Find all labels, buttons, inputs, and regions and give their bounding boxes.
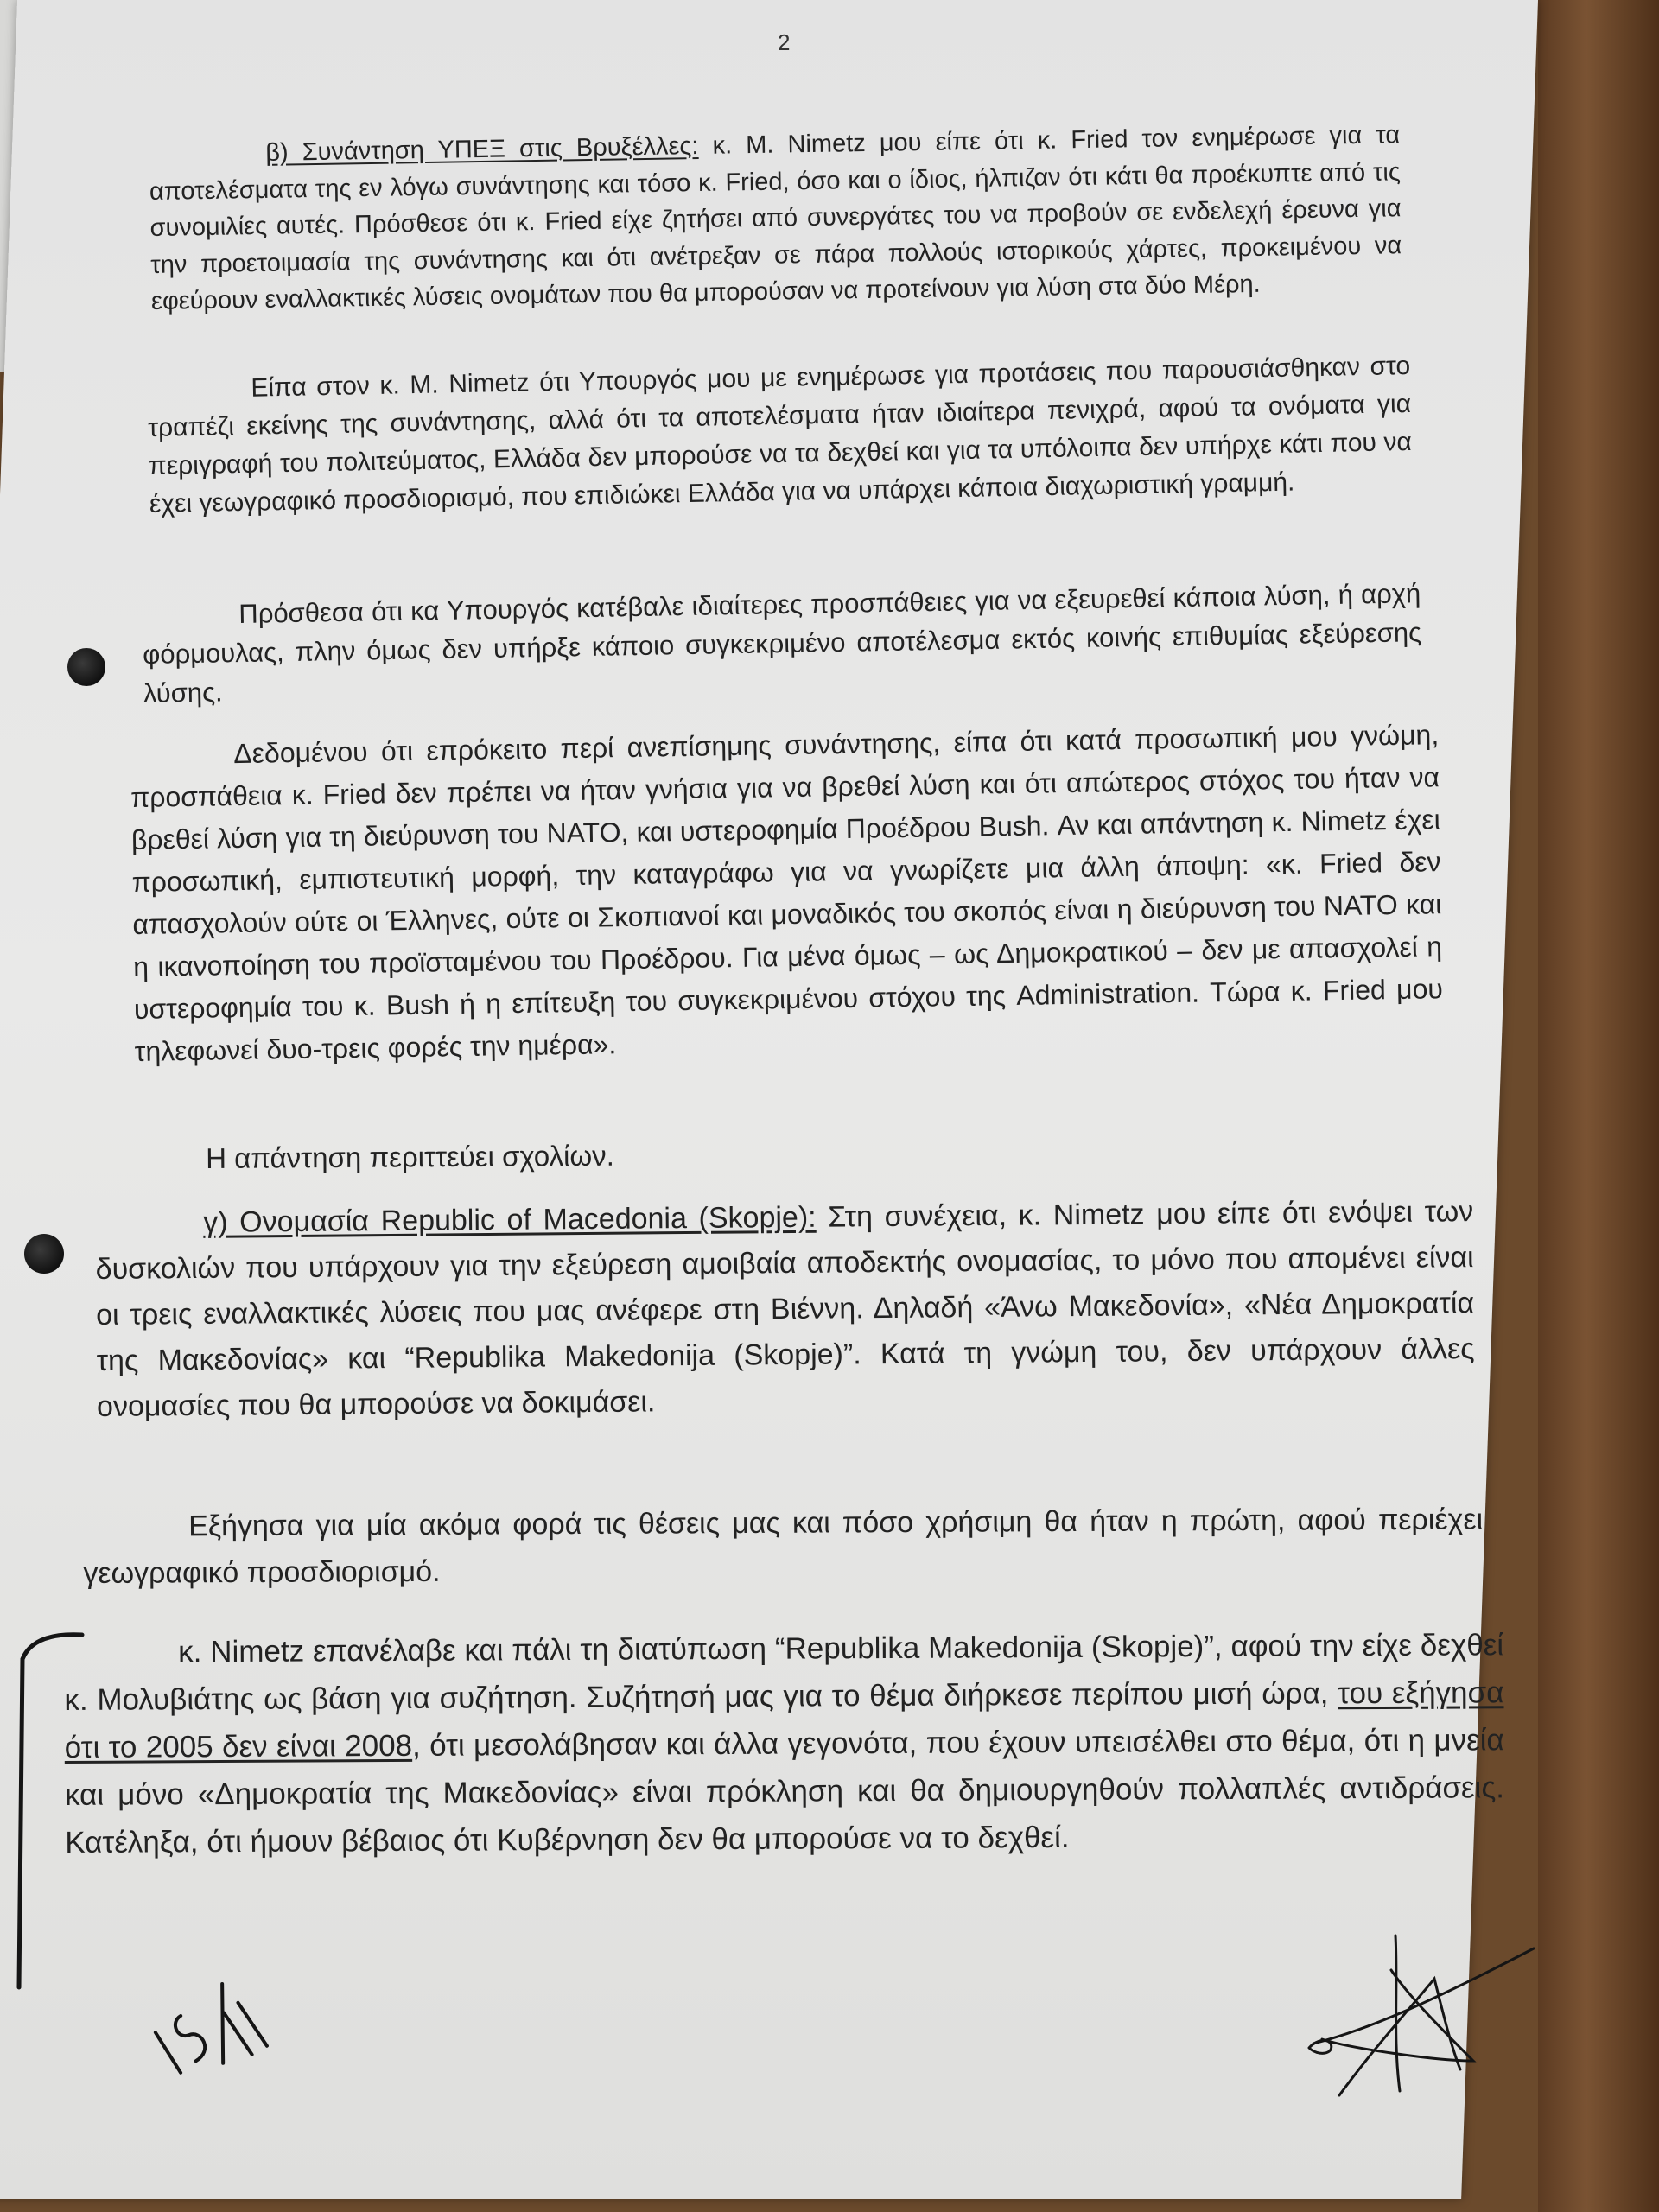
paragraph-minister-briefing <box>147 347 1413 524</box>
paragraph-efforts <box>142 574 1422 713</box>
handwritten-date-note <box>147 1970 276 2100</box>
paragraph-text: Πρόσθεσα ότι κα Υπουργός κατέβαλε ιδιαίτερες προσπάθειες για να εξευρεθεί κάποια λύση, ή αρχή φόρμουλας, πλην όμως δεν υπήρξε κάποιο συγκεκριμένο αποτέλεσμα εκτός κοινής επιθυμίας εξεύρεσης λύσης. <box>142 578 1422 709</box>
paragraph-no-comment: Η απάντηση περιττεύει σχολίων. <box>206 1139 614 1174</box>
handwritten-signature <box>1296 1918 1555 2108</box>
paragraph-meeting-brussels <box>149 117 1402 320</box>
paragraph-fried-opinion <box>130 714 1444 1073</box>
paragraph-text: Εξήγησα για μία ακόμα φορά τις θέσεις μας και πόσο χρήσιμη θα ήταν η πρώτη, αφού περιέχει γεωγραφικό προσδιορισμό. <box>83 1503 1484 1590</box>
punch-hole-bottom <box>24 1234 64 1274</box>
paragraph-text: Δεδομένου ότι επρόκειτο περί ανεπίσημης συνάντησης, είπα ότι κατά προσωπική μου γνώμη, προσπάθεια κ. Fried δεν πρέπει να ήταν γνήσια για να βρεθεί λύση και ότι απώτερος στόχος του ήταν να βρεθεί λύση για τη διεύρυνση του ΝΑΤΟ, και υστεροφημία Προέδρου Bush. Αν και απάντηση κ. Nimetz έχει προσωπική, εμπιστευτική μορφή, την καταγράφω για να γνωρίζετε μια άλλη άποψη: «κ. Fried δεν απασχολούν ούτε οι Έλληνες, ούτε οι Σκοπιανοί και μοναδικός του σκοπός είναι η διεύρυνση του ΝΑΤΟ και η ικανοποίηση του προϊσταμένου του Προέδρου. Για μένα όμως – ως Δημοκρατικού – δεν με απασχολεί η υστεροφημία του κ. Bush ή η επίτευξη του συγκεκριμένου στόχου της Administration. Τώρα κ. Fried μου τηλεφωνεί δυο-τρεις φορές την ημέρα». <box>130 719 1444 1067</box>
margin-bracket-mark <box>0 1624 95 2005</box>
paragraph-text: , ότι μεσολάβησαν και άλλα γεγονότα, που έχουν υπεισέλθει στο θέμα, ότι η μνεία και μόνο «Δημοκρατία της Μακεδονίας» είναι πρόκληση και θα δημιουργηθούν πολλαπλές αντιδράσεις. Κατέληξα, ότι ήμουν βέβαιος ότι Κυβέρνηση δεν θα μπορούσε να το δεχθεί. <box>64 1723 1505 1859</box>
paragraph-text: Είπα στον κ. Μ. Nimetz ότι Υπουργός μου με ενημέρωσε για προτάσεις που παρουσιάσθηκαν στο τραπέζι εκείνης της συνάντησης, αλλά ότι τα αποτελέσματα ήταν ιδιαίτερα πενιχρά, αφού τα ονόματα για περιγραφή του πολιτεύματος, Ελλάδα δεν μπορούσε να τα δεχθεί και για τα υπόλοιπα δεν υπήρχε κάτι που να έχει γεωγραφικό προσδιορισμό, που επιδιώκει Ελλάδα για να υπάρχει κάποια διαχωριστική γραμμή. <box>147 351 1413 518</box>
page-number: 2 <box>778 29 791 55</box>
section-heading-b: β) Συνάντηση ΥΠΕΞ στις Βρυξέλλες: <box>265 132 699 167</box>
paragraph-text: κ. Nimetz επανέλαβε και πάλι τη διατύπωση “Republika Makedonija (Skopje)”, αφού την είχε δεχθεί κ. Μολυβιάτης ως βάση για συζήτηση. Συζήτησή μας για το θέμα διήρκεσε περίπου μισή ώρα, <box>64 1628 1504 1717</box>
paragraph-text: κ. Μ. Nimetz μου είπε ότι κ. Fried τον ενημέρωσε για τα αποτελέσματα της εν λόγω συνάντησης και τόσο κ. Fried, όσο και ο ίδιος, ήλπιζαν ότι κάτι θα προέκυπτε από τις συνομιλίες αυτές. Πρόσθεσε ότι κ. Fried είχε ζητήσει από συνεργάτες του να προβούν σε ενδελεχή έρευνα για την προετοιμασία της συνάντησης και ότι ανέτρεξαν σε πάρα πολλούς ιστορικούς χάρτες, προκειμένου να εφεύρουν εναλλακτικές λύσεις ονομάτων που θα μπορούσαν να προτείνουν για λύση στα δύο Μέρη. <box>149 121 1402 315</box>
handwritten-underlined-text: του εξήγησα ότι το 2005 δεν είναι 2008 <box>64 1675 1504 1764</box>
paragraph-explanation <box>83 1497 1484 1597</box>
paragraph-naming <box>95 1189 1475 1430</box>
paragraph-text: Στη συνέχεια, κ. Nimetz μου είπε ότι ενόψει των δυσκολιών που υπάρχουν για την εξεύρεση αμοιβαία αποδεκτής ονομασίας, το μόνο που απομένει είναι οι τρεις εναλλακτικές λύσεις που μας ανέφερε στη Βιέννη. Δηλαδή «Άνω Μακεδονία», «Νέα Δημοκρατία της Μακεδονίας» και “Republika Makedonija (Skopje)”. Κατά τη γνώμη του, δεν υπάρχουν άλλες ονομασίες που θα μπορούσε να δοκιμάσει. <box>95 1195 1475 1423</box>
paragraph-conclusion <box>64 1621 1504 1866</box>
section-heading-c: γ) Ονομασία Republic of Macedonia (Skopje): <box>203 1200 817 1239</box>
punch-hole-top <box>67 648 105 686</box>
